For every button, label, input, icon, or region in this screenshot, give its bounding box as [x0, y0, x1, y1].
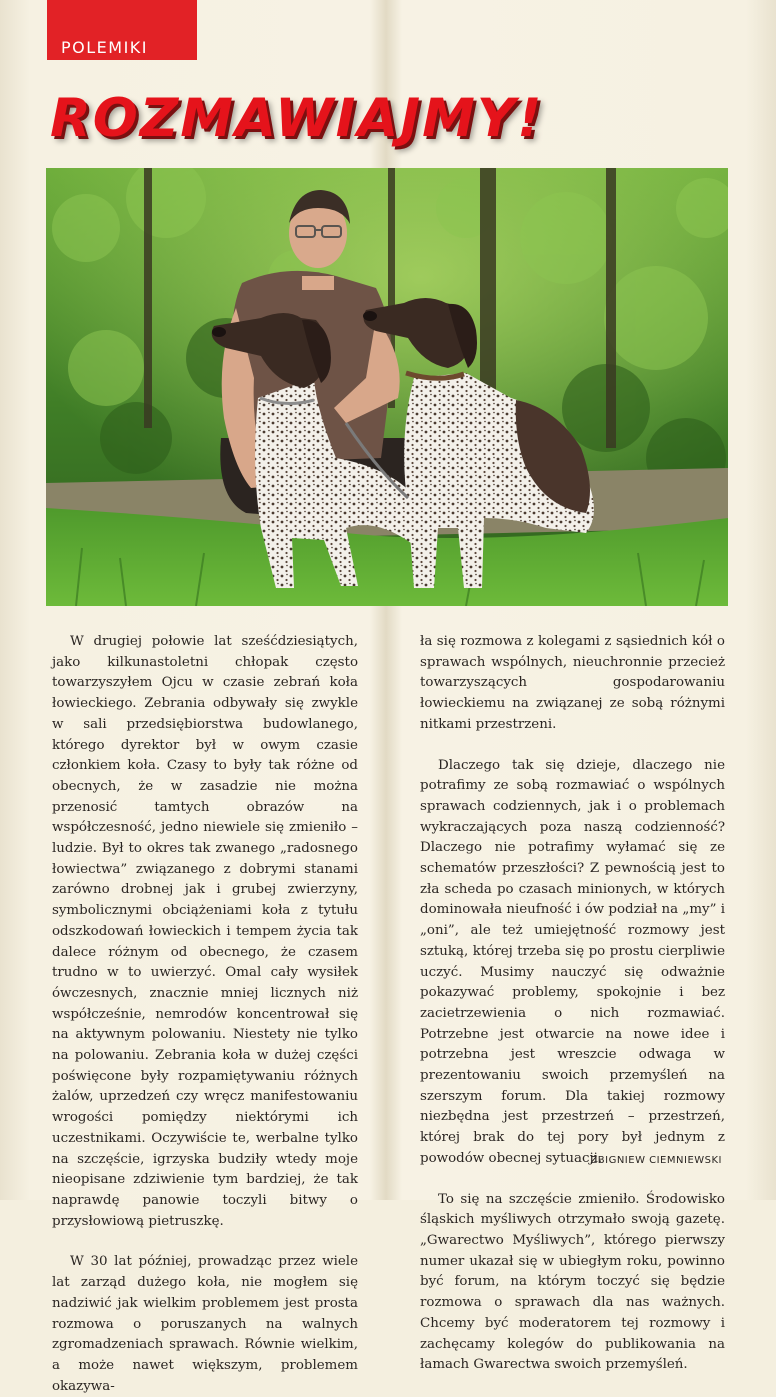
author-byline: ZBIGNIEW CIEMNIEWSKI	[590, 1155, 722, 1166]
paragraph: W drugiej połowie lat sześćdziesiątych, jako kilkunastoletni chłopak często towarzyszyłem Ojcu w czasie zebrań koła łowieckiego. Zebrania odbywały się zwykle w sali przedsiębiorstwa budowlanego, którego dyrektor był w owym czasie członkiem koła. Czasy to były tak różne od obecnych, że w zasadzie nie można przenosić tamtych obrazów na współczesność, jedno niewiele się zmieniło – ludzie. Był to okres tak zwanego „radosnego łowiectwa” związanego z dobrymi stanami zarówno drobnej jak i grubej zwierzyny, symbolicznymi obciążeniami koła z tytułu odszkodowań łowieckich i tempem życia tak dalece różnym od obecnego, że czasem trudno w to uwierzyć. Omal cały wysiłek ówczesnych, znacznie mniej licznych niż współcześnie, nemrodów koncentrował się na aktywnym polowaniu. Niestety nie tylko na polowaniu. Zebrania koła w dużej części poświęcone były rozpamiętywaniu różnych żalów, uprzedzeń czy wręcz manifestowaniu wrogości pomiędzy niektórymi ich uczestnikami. Oczywiście te, werbalne tylko na szczęście, igrzyska budziły wtedy moje nieopisane zdziwienie tym bardziej, że tak naprawdę panowie toczyli bitwy o przysłowiową pietruszkę.	[52, 634, 358, 1229]
article-column-left	[52, 632, 358, 1397]
article-photo	[46, 168, 728, 606]
paragraph: W 30 lat później, prowadząc przez wiele lat zarząd dużego koła, nie mogłem się nadziwić jak wielkim problemem jest prosta rozmowa o poruszanych na walnych zgromadzeniach sprawach. Równie wielkim, a może nawet większym, problemem okazywa-	[52, 1254, 358, 1394]
section-label-text: POLEMIKI	[61, 38, 148, 57]
paragraph: To się na szczęście zmieniło. Środowisko śląskich myśliwych otrzymało swoją gazetę. „Gwarectwo Myśliwych”, którego pierwszy numer ukazał się w ubiegłym roku, powinno być forum, na którym toczyć się będzie rozmowa o sprawach dla nas ważnych. Chcemy być moderatorem tej rozmowy i zachęcamy kolegów do publikowania na łamach Gwarectwa swoich przemyśleń.	[420, 1191, 725, 1373]
article-title: ROZMAWIAJMY!	[50, 88, 544, 149]
paragraph: Dlaczego tak się dzieje, dlaczego nie potrafimy ze sobą rozmawiać o wspólnych sprawach codziennych, jak i o problemach wykraczających poza naszą codzienność? Dlaczego nie potrafimy wyłamać się ze schematów przeszłości? Z pewnością jest to zła scheda po czasach minionych, w których dominowała nieufność i ów podział na „my” i „oni”, ale też umiejętność rozmowy jest sztuką, której trzeba się po prostu cierpliwie uczyć. Musimy nauczyć się odważnie pokazywać problemy, spokojnie i bez zacietrzewienia o nich rozmawiać. Potrzebne jest otwarcie na nowe idee i potrzebna jest wreszcie odwaga w prezentowaniu swoich przemyśleń na szerszym forum. Dla takiej rozmowy niezbędna jest przestrzeń – przestrzeń, której brak do tej pory był jednym z powodów obecnej sytuacji.	[420, 757, 725, 1166]
article-column-right	[420, 632, 725, 1376]
photo-illustration	[46, 168, 728, 606]
section-label	[47, 0, 197, 60]
paragraph: ła się rozmowa z kolegami z sąsiednich kół o sprawach wspólnych, nieuchronnie przecież towarzyszących gospodarowaniu łowieckiemu na związanej ze sobą różnymi nitkami przestrzeni.	[420, 634, 725, 732]
